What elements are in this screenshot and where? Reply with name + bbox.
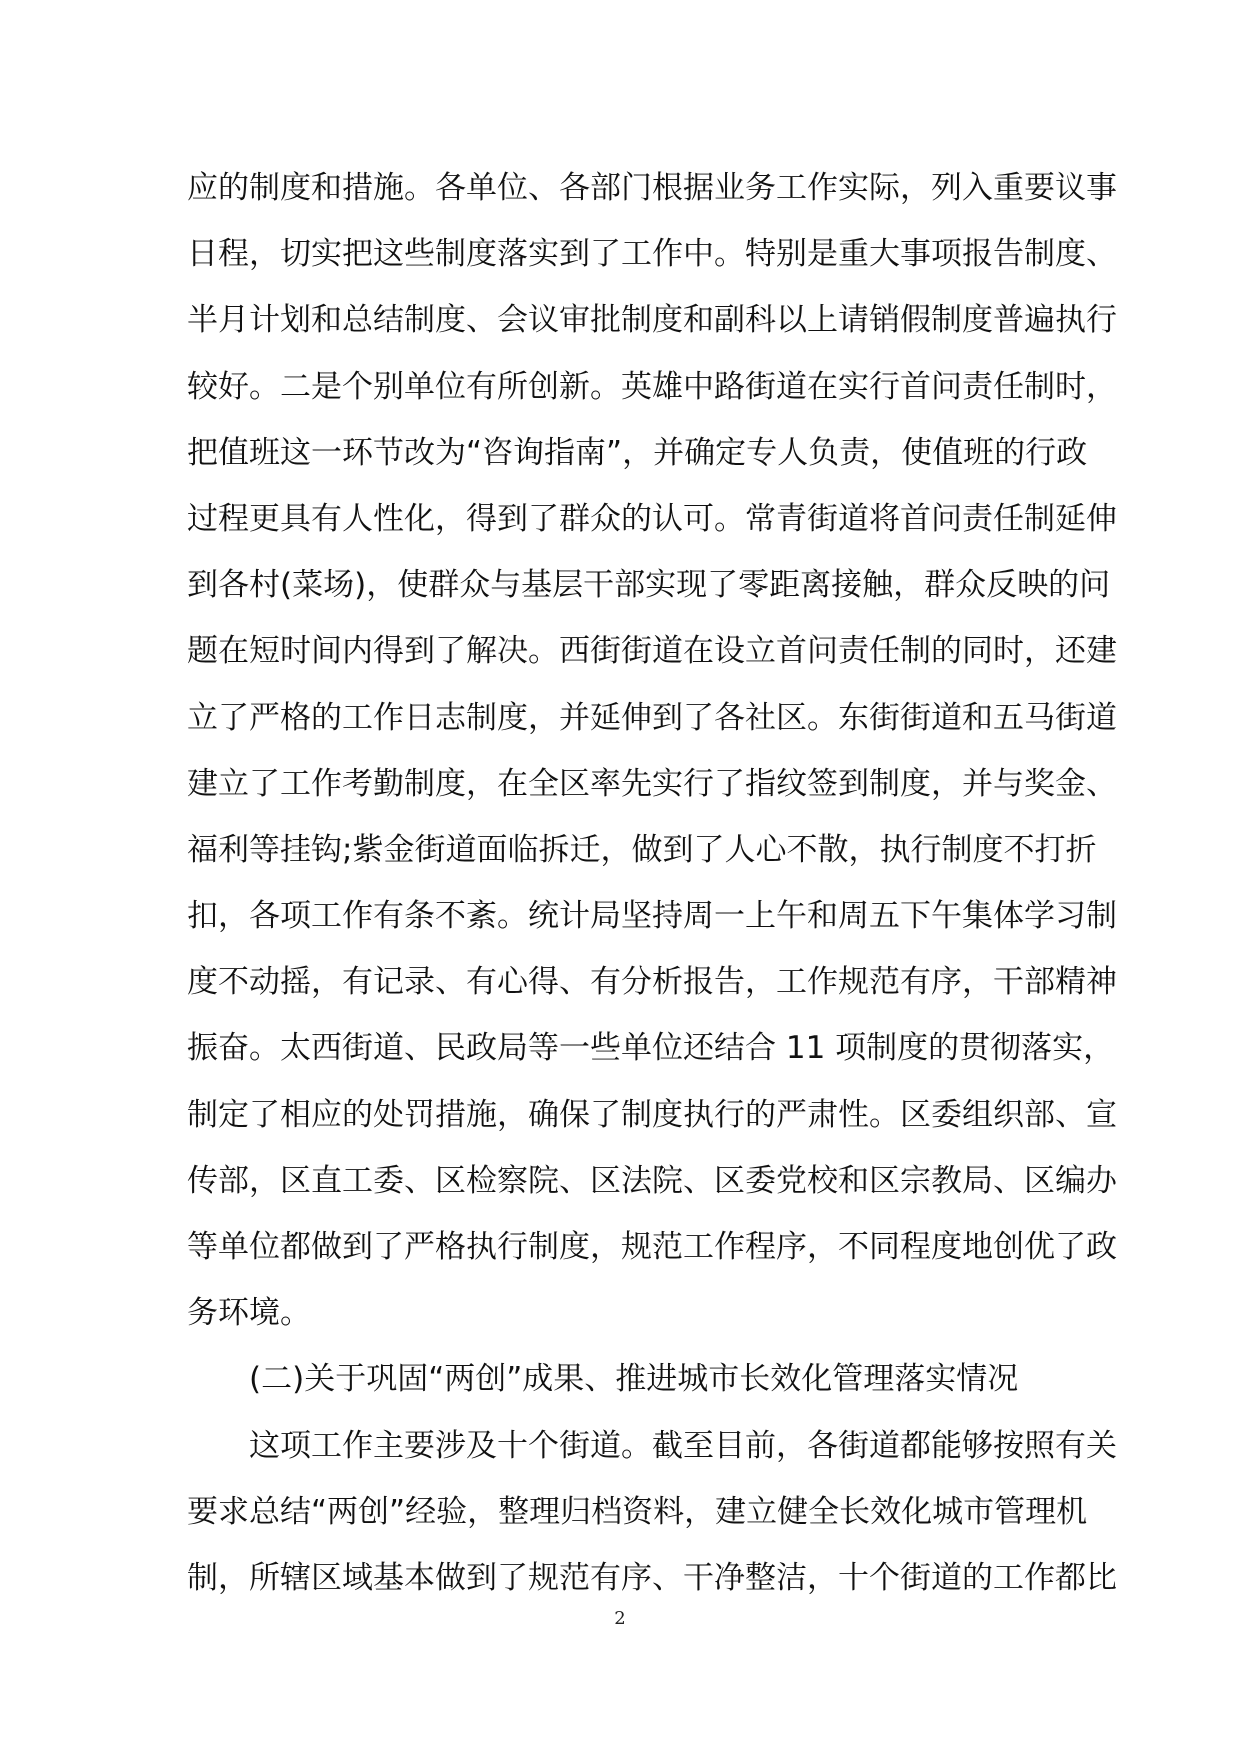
text-line: 传部，区直工委、区检察院、区法院、区委党校和区宗教局、区编办 — [187, 1162, 1117, 1199]
text-line: 题在短时间内得到了解决。西街街道在设立首问责任制的同时，还建 — [187, 633, 1117, 670]
text-line: 要求总结“两创”经验，整理归档资料，建立健全长效化城市管理机 — [187, 1493, 1088, 1530]
text-line: 半月计划和总结制度、会议审批制度和副科以上请销假制度普遍执行 — [187, 302, 1117, 339]
body-text — [187, 155, 1117, 1611]
text-line: 建立了工作考勤制度，在全区率先实行了指纹签到制度，并与奖金、 — [187, 765, 1117, 802]
text-line: 制定了相应的处罚措施，确保了制度执行的严肃性。区委组织部、宣 — [187, 1096, 1117, 1133]
text-line: 日程，切实把这些制度落实到了工作中。特别是重大事项报告制度、 — [187, 236, 1117, 273]
text-line: 扣，各项工作有条不紊。统计局坚持周一上午和周五下午集体学习制 — [187, 898, 1117, 935]
text-line: 到各村(菜场)，使群众与基层干部实现了零距离接触，群众反映的问 — [187, 567, 1111, 604]
text-line: 较好。二是个别单位有所创新。英雄中路街道在实行首问责任制时， — [187, 368, 1117, 405]
text-line: 把值班这一环节改为“咨询指南”，并确定专人负责，使值班的行政 — [187, 434, 1088, 471]
text-line: 度不动摇，有记录、有心得、有分析报告，工作规范有序，干部精神 — [187, 964, 1117, 1001]
text-line: 过程更具有人性化，得到了群众的认可。常青街道将首问责任制延伸 — [187, 500, 1117, 537]
text-line: 立了严格的工作日志制度，并延伸到了各社区。东街街道和五马街道 — [187, 699, 1117, 736]
text-line: 应的制度和措施。各单位、各部门根据业务工作实际，列入重要议事 — [187, 170, 1117, 206]
text-line: 福利等挂钩;紫金街道面临拆迁，做到了人心不散，执行制度不打折 — [187, 831, 1097, 868]
text-line: 这项工作主要涉及十个街道。截至目前，各街道都能够按照有关 — [249, 1427, 1117, 1464]
section-heading: (二)关于巩固“两创”成果、推进城市长效化管理落实情况 — [249, 1361, 1019, 1398]
text-line: 制，所辖区域基本做到了规范有序、干净整洁，十个街道的工作都比 — [187, 1559, 1117, 1596]
text-line: 务环境。 — [187, 1295, 311, 1332]
text-line: 等单位都做到了严格执行制度，规范工作程序，不同程度地创优了政 — [187, 1229, 1117, 1265]
page-number: 2 — [614, 1608, 626, 1629]
text-line: 振奋。太西街道、民政局等一些单位还结合 11 项制度的贯彻落实， — [187, 1030, 1115, 1067]
